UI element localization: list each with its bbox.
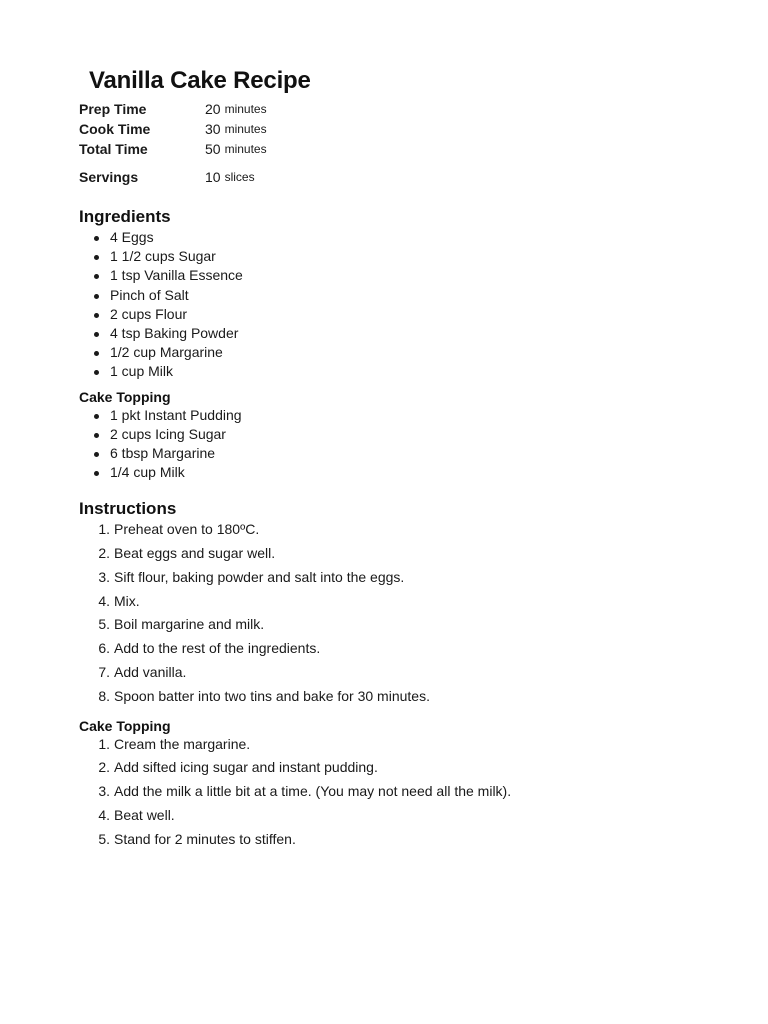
step-number: 7.: [98, 664, 110, 681]
step-item: [79, 758, 719, 782]
meta-row-prep-time: [79, 99, 719, 119]
step-number: 8.: [98, 687, 110, 704]
list-item: 4 tsp Baking Powder: [79, 324, 719, 343]
meta-unit: minutes: [224, 142, 267, 156]
step-number: 6.: [98, 640, 110, 657]
meta-value: 30: [205, 121, 221, 137]
recipe-meta: [79, 99, 719, 187]
meta-label: Prep Time: [79, 101, 147, 117]
list-item: 1/4 cup Milk: [79, 463, 719, 482]
meta-unit: slices: [224, 170, 255, 184]
step-item: [79, 806, 719, 830]
step-item: [79, 615, 719, 639]
list-item: 2 cups Icing Sugar: [79, 425, 719, 444]
meta-label: Total Time: [79, 141, 148, 157]
step-text: Add vanilla.: [114, 664, 187, 681]
instructions-topping-heading: Cake Topping: [79, 717, 171, 734]
step-item: [79, 735, 719, 759]
meta-value: 50: [205, 141, 221, 157]
recipe-page: [79, 66, 719, 854]
meta-value: 10: [205, 169, 221, 185]
step-item: [79, 544, 719, 568]
step-item: [79, 520, 719, 544]
ingredients-heading: Ingredients: [79, 207, 171, 226]
step-text: Mix.: [114, 592, 140, 609]
meta-value: 20: [205, 101, 221, 117]
step-text: Add to the rest of the ingredients.: [114, 640, 321, 657]
step-number: 5.: [98, 830, 110, 847]
list-item: 1/2 cup Margarine: [79, 343, 719, 362]
meta-unit: minutes: [224, 122, 267, 136]
list-item: 6 tbsp Margarine: [79, 444, 719, 463]
meta-label: Cook Time: [79, 121, 151, 137]
ingredients-list: [79, 228, 719, 382]
step-text: Beat eggs and sugar well.: [114, 545, 276, 562]
instructions-list: [79, 520, 719, 710]
list-item: 4 Eggs: [79, 228, 719, 247]
step-item: [79, 592, 719, 616]
step-item: [79, 687, 719, 711]
meta-label: Servings: [79, 169, 139, 185]
step-number: 1.: [98, 735, 110, 752]
step-number: 2.: [98, 545, 110, 562]
instructions-heading: Instructions: [79, 499, 177, 519]
step-number: 3.: [98, 783, 110, 800]
step-number: 4.: [98, 807, 110, 824]
step-item: [79, 639, 719, 663]
step-item: [79, 782, 719, 806]
meta-row-total-time: [79, 139, 719, 159]
list-item: 1 cup Milk: [79, 362, 719, 381]
step-text: Add the milk a little bit at a time. (You may not need all the milk).: [114, 783, 512, 800]
step-number: 2.: [98, 759, 110, 776]
step-item: [79, 830, 719, 854]
step-text: Beat well.: [114, 807, 175, 824]
step-number: 3.: [98, 568, 110, 585]
meta-unit: minutes: [224, 102, 267, 116]
list-item: 1 pkt Instant Pudding: [79, 406, 719, 425]
list-item: 1 1/2 cups Sugar: [79, 247, 719, 266]
step-item: [79, 568, 719, 592]
topping-instructions-list: [79, 735, 719, 854]
topping-ingredients-list: [79, 406, 719, 483]
step-text: Sift flour, baking powder and salt into the eggs.: [114, 568, 405, 585]
recipe-title: Vanilla Cake Recipe: [89, 67, 311, 94]
ingredients-topping-heading: Cake Topping: [79, 388, 171, 405]
list-item: Pinch of Salt: [79, 286, 719, 305]
meta-row-cook-time: [79, 119, 719, 139]
step-text: Cream the margarine.: [114, 735, 251, 752]
meta-row-servings: [79, 167, 719, 187]
step-text: Boil margarine and milk.: [114, 616, 265, 633]
step-text: Stand for 2 minutes to stiffen.: [114, 830, 296, 847]
list-item: 1 tsp Vanilla Essence: [79, 266, 719, 285]
step-text: Spoon batter into two tins and bake for 30 minutes.: [114, 687, 430, 704]
list-item: 2 cups Flour: [79, 305, 719, 324]
step-number: 1.: [98, 521, 110, 538]
step-number: 4.: [98, 592, 110, 609]
step-text: Add sifted icing sugar and instant pudding.: [114, 759, 378, 776]
step-item: [79, 663, 719, 687]
step-text: Preheat oven to 180ºC.: [114, 521, 260, 538]
step-number: 5.: [98, 616, 110, 633]
